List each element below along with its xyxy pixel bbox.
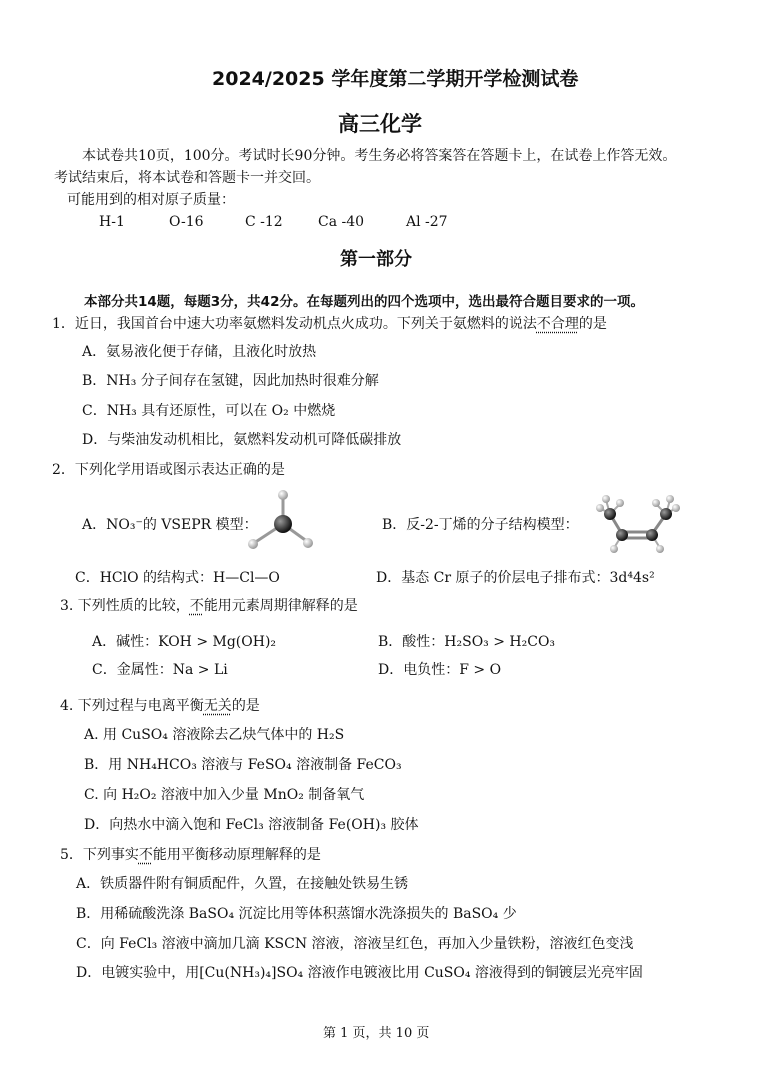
instructions-line2: 考试结束后，将本试卷和答题卡一并交回。	[54, 170, 320, 186]
q2-option-a: A．NO₃⁻的 VSEPR 模型：	[82, 517, 258, 533]
q5-option-a: A．铁质器件附有铜质配件，久置，在接触处铁易生锈	[76, 876, 409, 892]
q4-option-c: C. 向 H₂O₂ 溶液中加入少量 MnO₂ 制备氧气	[84, 787, 365, 803]
mass-o: O-16	[169, 214, 204, 230]
q5-option-d: D．电镀实验中，用[Cu(NH₃)₄]SO₄ 溶液作电镀液比用 CuSO₄ 溶液得到的铜镀层光亮牢固	[76, 965, 643, 981]
q1-option-c: C．NH₃ 具有还原性，可以在 O₂ 中燃烧	[82, 403, 336, 419]
q1-option-a: A．氨易液化便于存储，且液化时放热	[82, 344, 317, 360]
q4-option-b: B．用 NH₄HCO₃ 溶液与 FeSO₄ 溶液制备 FeCO₃	[84, 757, 402, 773]
mass-c: C -12	[245, 214, 283, 230]
mass-al: Al -27	[406, 214, 448, 230]
q5-option-c: C．向 FeCl₃ 溶液中滴加几滴 KSCN 溶液，溶液呈红色，再加入少量铁粉，溶液红色变浅	[76, 936, 634, 952]
section-intro: 本部分共14题，每题3分，共42分。在每题列出的四个选项中，选出最符合题目要求的一项。	[84, 294, 644, 310]
q1-option-d: D．与柴油发动机相比，氨燃料发动机可降低碳排放	[82, 432, 402, 448]
q3-option-a: A．碱性：KOH > Mg(OH)₂	[92, 634, 277, 650]
butene-model-image	[594, 492, 686, 556]
section-title: 第一部分	[340, 249, 412, 270]
q3-option-b: B．酸性：H₂SO₃ > H₂CO₃	[378, 634, 556, 650]
q4-option-d: D．向热水中滴入饱和 FeCl₃ 溶液制备 Fe(OH)₃ 胶体	[84, 817, 419, 833]
q4-stem: 4. 下列过程与电离平衡无关的是	[60, 698, 260, 714]
q2-stem: 2．下列化学用语或图示表达正确的是	[52, 462, 285, 478]
q5-option-b: B．用稀硫酸洗涤 BaSO₄ 沉淀比用等体积蒸馏水洗涤损失的 BaSO₄ 少	[76, 906, 517, 922]
instructions-line1: 本试卷共10页，100分。考试时长90分钟。考生务必将答案答在答题卡上，在试卷上作答无效。	[82, 148, 677, 164]
q2-option-d: D．基态 Cr 原子的价层电子排布式：3d⁴4s²	[376, 570, 655, 586]
q2-option-b: B．反-2-丁烯的分子结构模型：	[382, 517, 579, 533]
vsepr-model-image	[240, 488, 320, 554]
mass-ca: Ca -40	[318, 214, 365, 230]
q3-option-c: C．金属性：Na > Li	[92, 662, 228, 678]
q4-option-a: A. 用 CuSO₄ 溶液除去乙炔气体中的 H₂S	[84, 727, 345, 743]
q1-stem: 1．近日，我国首台中速大功率氨燃料发动机点火成功。下列关于氨燃料的说法不合理的是	[52, 316, 607, 332]
q2-option-c: C．HClO 的结构式：H—Cl—O	[75, 570, 280, 586]
q1-option-b: B．NH₃ 分子间存在氢键，因此加热时很难分解	[82, 373, 379, 389]
q5-stem: 5．下列事实不能用平衡移动原理解释的是	[60, 847, 321, 863]
q3-option-d: D．电负性：F > O	[378, 662, 502, 678]
masses-label: 可能用到的相对原子质量：	[67, 192, 235, 208]
mass-h: H-1	[99, 214, 125, 230]
exam-title: 2024/2025 学年度第二学期开学检测试卷	[212, 68, 579, 90]
q3-stem: 3. 下列性质的比较，不能用元素周期律解释的是	[60, 598, 358, 614]
exam-subtitle: 高三化学	[338, 112, 422, 136]
page-number: 第 1 页，共 10 页	[323, 1026, 430, 1041]
